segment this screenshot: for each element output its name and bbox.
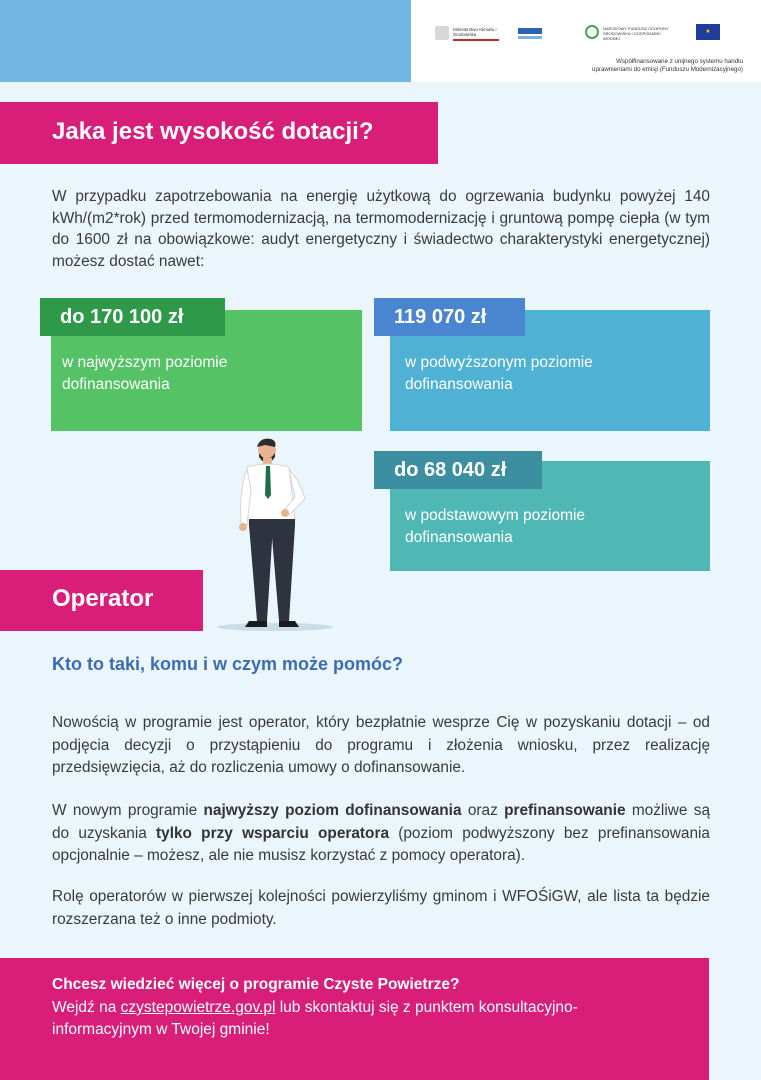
- grant-amount: do 68 040 zł: [374, 451, 542, 489]
- operator-title: Operator: [52, 585, 154, 612]
- grant-amount: do 170 100 zł: [40, 298, 225, 336]
- grant-card-increased: [374, 298, 710, 431]
- eu-flag-icon: ★: [696, 24, 720, 40]
- grant-card-basic: [374, 451, 710, 571]
- header-color-block: [0, 0, 411, 82]
- businessman-illustration: [205, 435, 345, 635]
- operator-paragraph-1: Nowością w programie jest operator, który bezpłatnie wesprze Cię w pozyskaniu dotacji – od podjęcia decyzji o przystąpieniu do programu i złożenia wniosku, przez realizację przedsięwzięcia, aż do rozliczenia umowy o dofinansowanie.: [52, 714, 710, 776]
- logo-row: [435, 24, 755, 46]
- website-link[interactable]: czystepowietrze.gov.pl: [120, 999, 276, 1016]
- operator-heading-band: [0, 570, 203, 631]
- footer-cta: [0, 958, 709, 1080]
- nfosigw-icon: [585, 25, 599, 39]
- intro-paragraph: W przypadku zapotrzebowania na energię użytkową do ogrzewania budynku powyżej 140 kWh/(m2*rok) przed termomodernizacją, na termomodernizację i gruntową pompę ciepła (w tym do 1600 zł na obowiązkowe: audyt energetyczny i świadectwo charakterystyki energetycznej) możesz dostać nawet:: [52, 188, 710, 270]
- grant-description: w podwyższonym poziomie dofinansowania: [405, 354, 593, 393]
- grant-description: w podstawowym poziomie dofinansowania: [405, 507, 586, 546]
- operator-paragraph-2: W nowym programie najwyższy poziom dofinansowania oraz prefinansowanie możliwe są do uzyskania tylko przy wsparciu operatora (poziom podwyższony bez prefinansowania opcjonalnie – możesz, ale nie musisz korzystać z pomocy operatora).: [52, 802, 710, 864]
- operator-paragraph-3: Rolę operatorów w pierwszej kolejności powierzyliśmy gminom i WFOŚiGW, ale lista ta będzie rozszerzana też o inne podmioty.: [52, 888, 710, 928]
- footer-text: Wejdź na czystepowietrze.gov.pl lub skontaktuj się z punktem konsultacyjno-informacyjnym w Twojej gminie!: [52, 999, 578, 1038]
- operator-subheading: Kto to taki, komu i w czym może pomóc?: [52, 654, 404, 674]
- grant-card-highest: [40, 298, 362, 431]
- nfosigw-logo-text: NARODOWY FUNDUSZ OCHRONY ŚRODOWISKA I GOSPODARKI WODNEJ: [603, 26, 669, 41]
- ministry-logo-text: Ministerstwo Klimatu i Środowiska: [453, 27, 497, 37]
- eagle-crest-icon: [435, 26, 449, 40]
- section-title: Jaka jest wysokość dotacji?: [52, 118, 374, 145]
- footer-title: Chcesz wiedzieć więcej o programie Czyste Powietrze?: [52, 976, 460, 993]
- cofunding-note: Współfinansowane z unijnego systemu handlu uprawnieniami do emisji (Funduszu Modernizacyjnego): [592, 58, 743, 73]
- fos-logo: [518, 24, 544, 40]
- section-heading-band: [0, 102, 438, 164]
- grant-amount: 119 070 zł: [374, 298, 525, 336]
- grant-description: w najwyższym poziomie dofinansowania: [62, 354, 228, 393]
